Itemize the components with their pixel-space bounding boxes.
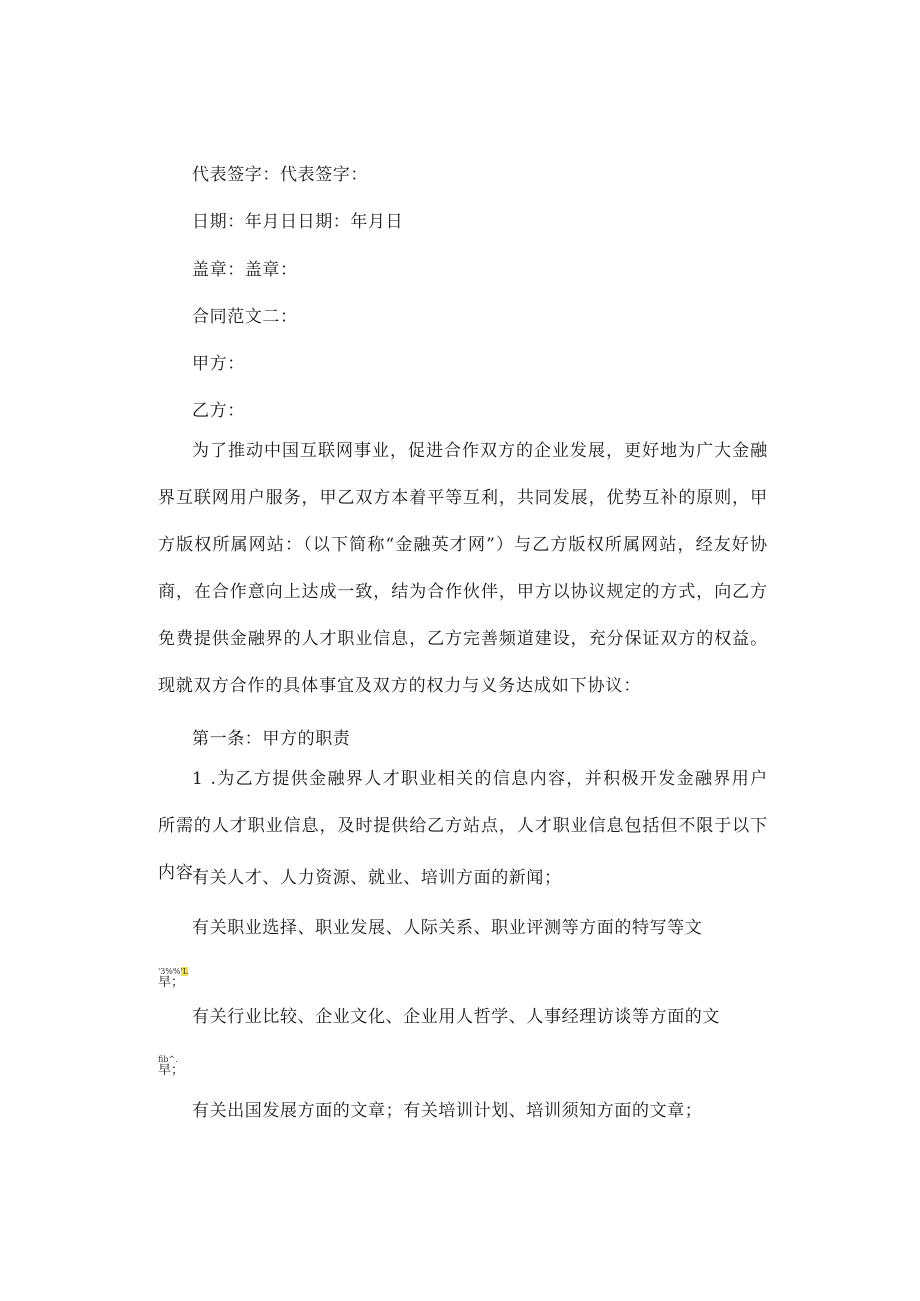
list-item: 有关出国发展方面的文章；有关培训计划、培训须知方面的文章； (192, 1101, 703, 1121)
article-1-title: 第一条：甲方的职责 (192, 729, 351, 749)
seal-line: 盖章：盖章： (192, 260, 298, 280)
party-b-line: 乙方： (192, 401, 245, 421)
scan-artifact-glyph: 早； (158, 1063, 185, 1078)
list-item: 有关职业选择、职业发展、人际关系、职业评测等方面的特写等文 (192, 918, 703, 938)
party-a-line: 甲方： (192, 354, 245, 374)
list-item: 有关人才、人力资源、就业、培训方面的新闻； (192, 868, 562, 888)
preamble-paragraph: 为了推动中国互联网事业，促进合作双方的企业发展，更好地为广大金融界互联网用户服务，甲乙双方本着平等互利，共同发展，优势互补的原则，甲方版权所属网站：（以下简称“金融英才网”）与乙方版权所属网站，经友好协商，在合作意向上达成一致，结为合作伙伴，甲方以协议规定的方式，向乙方免费提供金融界的人才职业信息，乙方完善频道建设，充分保证双方的权益。现就双方合作的具体事宜及双方的权力与义务达成如下协议： (158, 441, 768, 696)
highlight-mark: 'L (180, 967, 189, 976)
scan-artifact-text: '3%% (158, 967, 181, 976)
contract-heading: 合同范文二： (192, 307, 298, 327)
date-line: 日期：年月日日期：年月日 (192, 212, 404, 232)
scan-artifact-glyph: 早； (158, 975, 185, 990)
clause-1-paragraph: 1 .为乙方提供金融界人才职业相关的信息内容，并积极开发金融界用户所需的人才职业信息，及时提供给乙方站点，人才职业信息包括但不限于以下内容： (158, 769, 768, 883)
scan-artifact-text: fib^. (158, 1055, 178, 1064)
list-item: 有关行业比较、企业文化、企业用人哲学、人事经理访谈等方面的文 (192, 1007, 720, 1027)
signature-line: 代表签字：代表签字： (192, 165, 368, 185)
